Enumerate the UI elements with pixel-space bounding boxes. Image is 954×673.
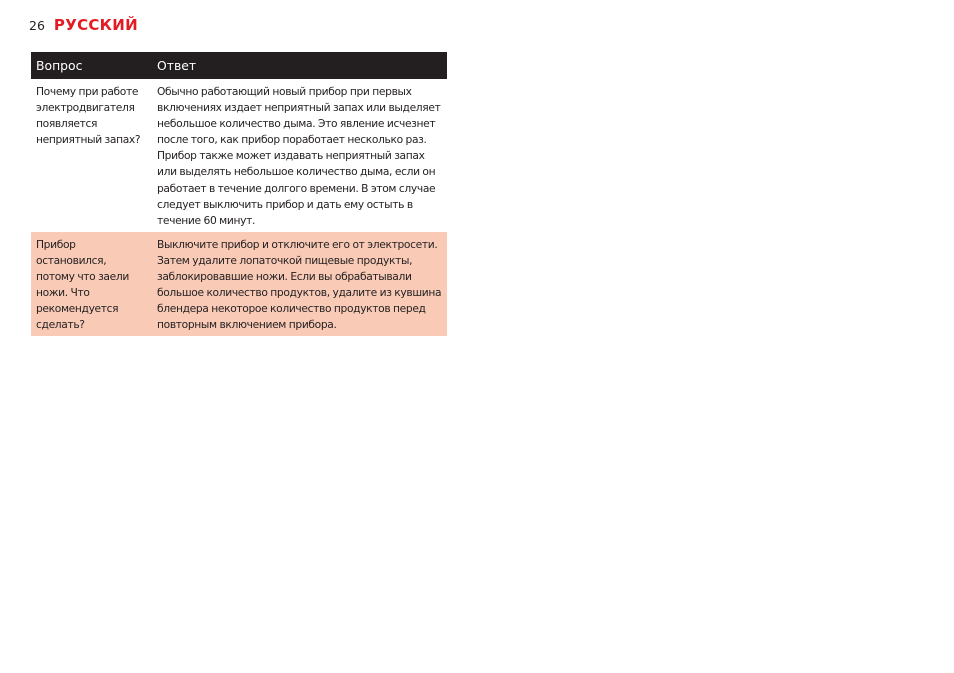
table-row: [31, 79, 447, 232]
question-column-header: Вопрос: [36, 58, 83, 73]
page-header: [29, 16, 138, 38]
answer-line: Затем удалите лопаточкой пищевые продукты,: [157, 254, 413, 268]
table-header-row: [31, 52, 447, 79]
question-line: сделать?: [36, 318, 85, 332]
faq-table: [31, 52, 447, 336]
table-body: [31, 79, 447, 336]
answer-line: большое количество продуктов, удалите из кувшина: [157, 286, 442, 300]
answer-line: повторным включением прибора.: [157, 318, 337, 332]
answer-line: течение 60 минут.: [157, 213, 255, 227]
answer-line: Обычно работающий новый прибор при первых: [157, 85, 412, 98]
answer-line: после того, как прибор поработает несколько раз.: [157, 133, 427, 147]
page-number: 26: [29, 18, 45, 33]
answer-line: Прибор также может издавать неприятный запах: [157, 149, 425, 163]
answer-cell: [152, 232, 447, 336]
question-cell: [31, 79, 152, 232]
answer-column-header: Ответ: [157, 58, 197, 73]
question-cell: [31, 232, 152, 336]
answer-line: блендера некоторое количество продуктов перед: [157, 302, 426, 316]
answer-line: работает в течение долгого времени. В этом случае: [157, 181, 436, 195]
language-title: РУССКИЙ: [53, 16, 138, 34]
question-line: электродвигателя: [36, 101, 135, 115]
question-line: потому что заели: [36, 270, 129, 284]
answer-line: следует выключить прибор и дать ему остыть в: [157, 197, 413, 211]
question-line: остановился,: [36, 254, 107, 268]
answer-line: включениях издает неприятный запах или выделяет: [157, 101, 441, 115]
answer-line: или выделять небольшое количество дыма, если он: [157, 165, 436, 179]
answer-line: Выключите прибор и отключите его от электросети.: [157, 238, 438, 251]
table-row-highlighted: [31, 232, 447, 336]
question-line: появляется: [36, 117, 98, 131]
answer-line: небольшое количество дыма. Это явление исчезнет: [157, 117, 436, 131]
question-line: Почему при работе: [36, 85, 139, 98]
answer-line: заблокировавшие ножи. Если вы обрабатывали: [157, 270, 412, 284]
question-line: ножи. Что: [36, 286, 90, 300]
answer-cell: [152, 79, 447, 232]
question-line: Прибор: [36, 238, 76, 251]
question-line: неприятный запах?: [36, 133, 141, 147]
question-line: рекомендуется: [36, 302, 119, 316]
